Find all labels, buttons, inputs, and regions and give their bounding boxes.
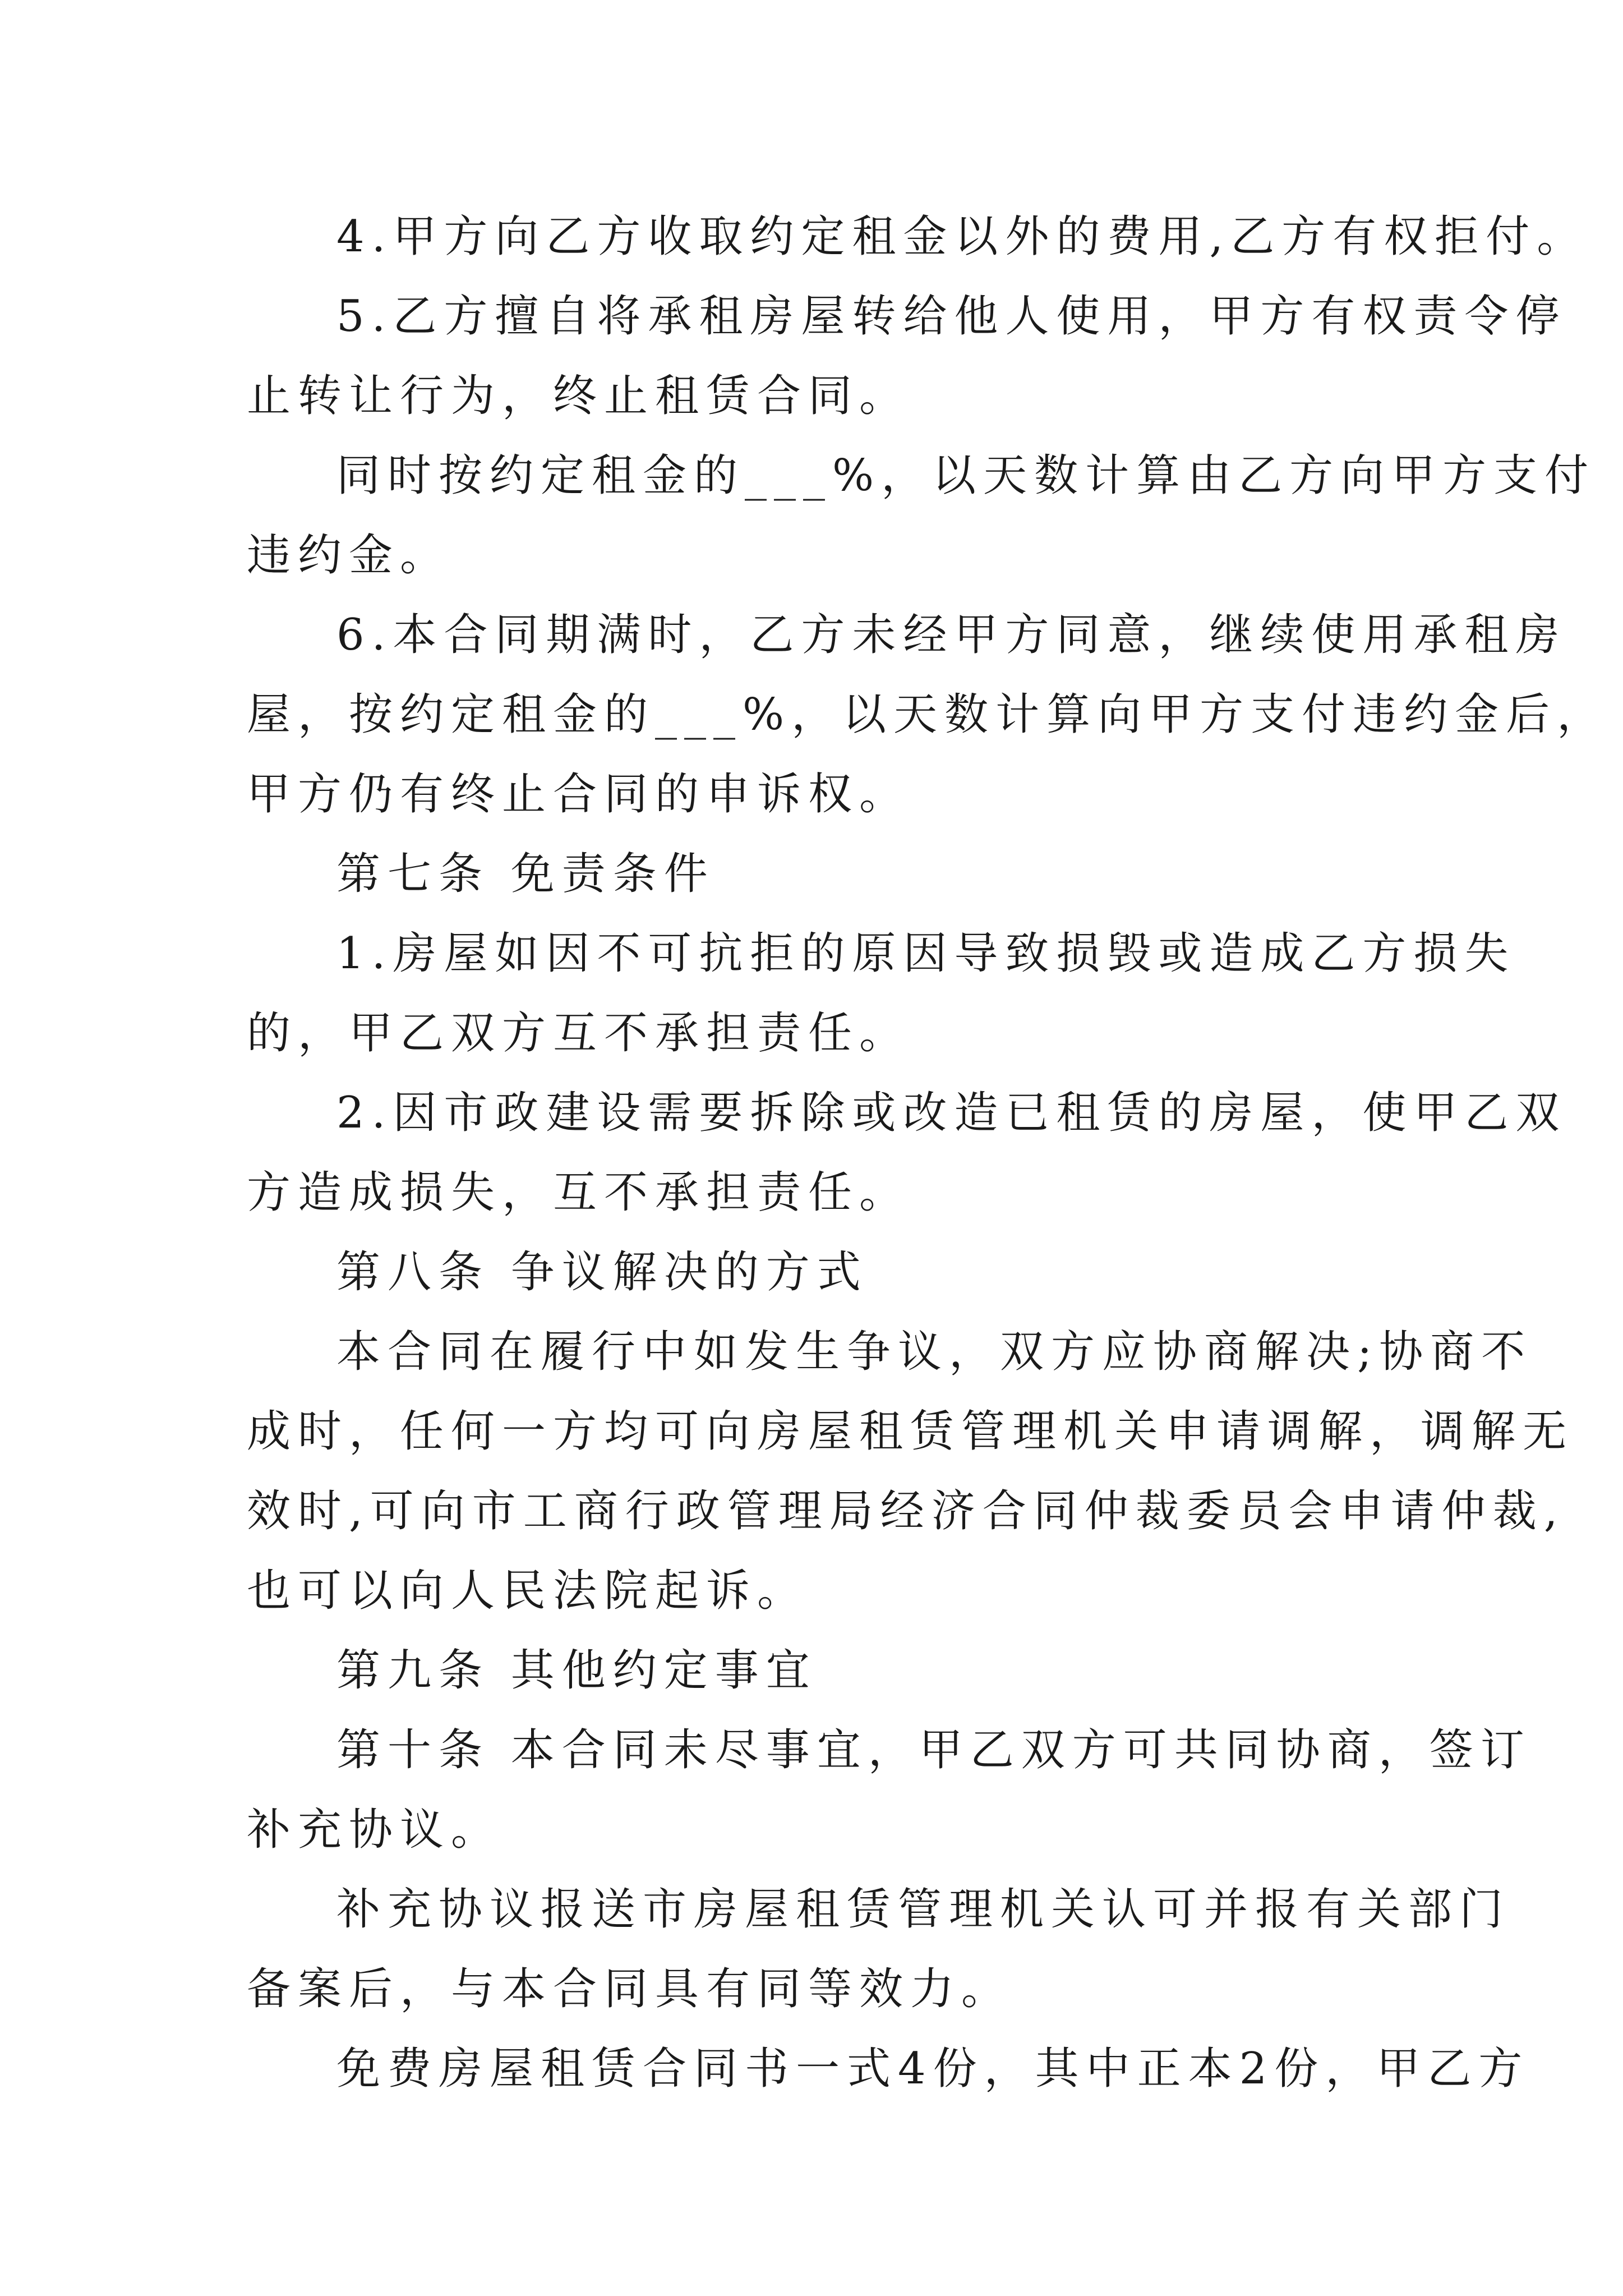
paragraph-line: 方造成损失，互不承担责任。 xyxy=(247,1167,911,1218)
paragraph-line: 补充协议报送市房屋租赁管理机关认可并报有关部门 xyxy=(336,1884,1511,1935)
paragraph-line: 5.乙方擅自将承租房屋转给他人使用，甲方有权责令停 xyxy=(336,291,1567,342)
paragraph-line: 成时，任何一方均可向房屋租赁管理机关申请调解，调解无 xyxy=(247,1406,1574,1457)
document-body xyxy=(247,209,1608,2120)
paragraph-line: 屋，按约定租金的___%，以天数计算向甲方支付违约金后， xyxy=(247,689,1608,740)
paragraph-line: 止转让行为，终止租赁合同。 xyxy=(247,371,911,421)
paragraph-line: 免费房屋租赁合同书一式4份，其中正本2份，甲乙方 xyxy=(336,2044,1530,2094)
paragraph-line: 4.甲方向乙方收取约定租金以外的费用,乙方有权拒付。 xyxy=(336,211,1588,262)
section-heading: 第九条 其他约定事宜 xyxy=(336,1645,817,1696)
section-heading: 第七条 免责条件 xyxy=(336,849,715,899)
paragraph-line: 也可以向人民法院起诉。 xyxy=(247,1566,809,1616)
paragraph-line: 同时按约定租金的___%，以天数计算由乙方向甲方支付 xyxy=(336,450,1596,501)
paragraph-line: 备案后，与本合同具有同等效力。 xyxy=(247,1964,1013,2014)
paragraph-line: 2.因市政建设需要拆除或改造已租赁的房屋，使甲乙双 xyxy=(336,1088,1567,1138)
section-heading: 第八条 争议解决的方式 xyxy=(336,1247,868,1297)
paragraph-line: 甲方仍有终止合同的申诉权。 xyxy=(247,769,911,820)
paragraph-line: 第十条 本合同未尽事宜，甲乙双方可共同协商，签订 xyxy=(336,1725,1532,1775)
paragraph-line: 本合同在履行中如发生争议，双方应协商解决;协商不 xyxy=(336,1327,1533,1377)
paragraph-line: 1.房屋如因不可抗拒的原因导致损毁或造成乙方损失 xyxy=(336,928,1516,979)
paragraph-line: 6.本合同期满时，乙方未经甲方同意，继续使用承租房 xyxy=(336,610,1567,660)
paragraph-line: 效时,可向市工商行政管理局经济合同仲裁委员会申请仲裁, xyxy=(247,1486,1565,1536)
paragraph-line: 的，甲乙双方互不承担责任。 xyxy=(247,1008,911,1059)
paragraph-line: 违约金。 xyxy=(247,530,451,581)
paragraph-line: 补充协议。 xyxy=(247,1805,502,1855)
